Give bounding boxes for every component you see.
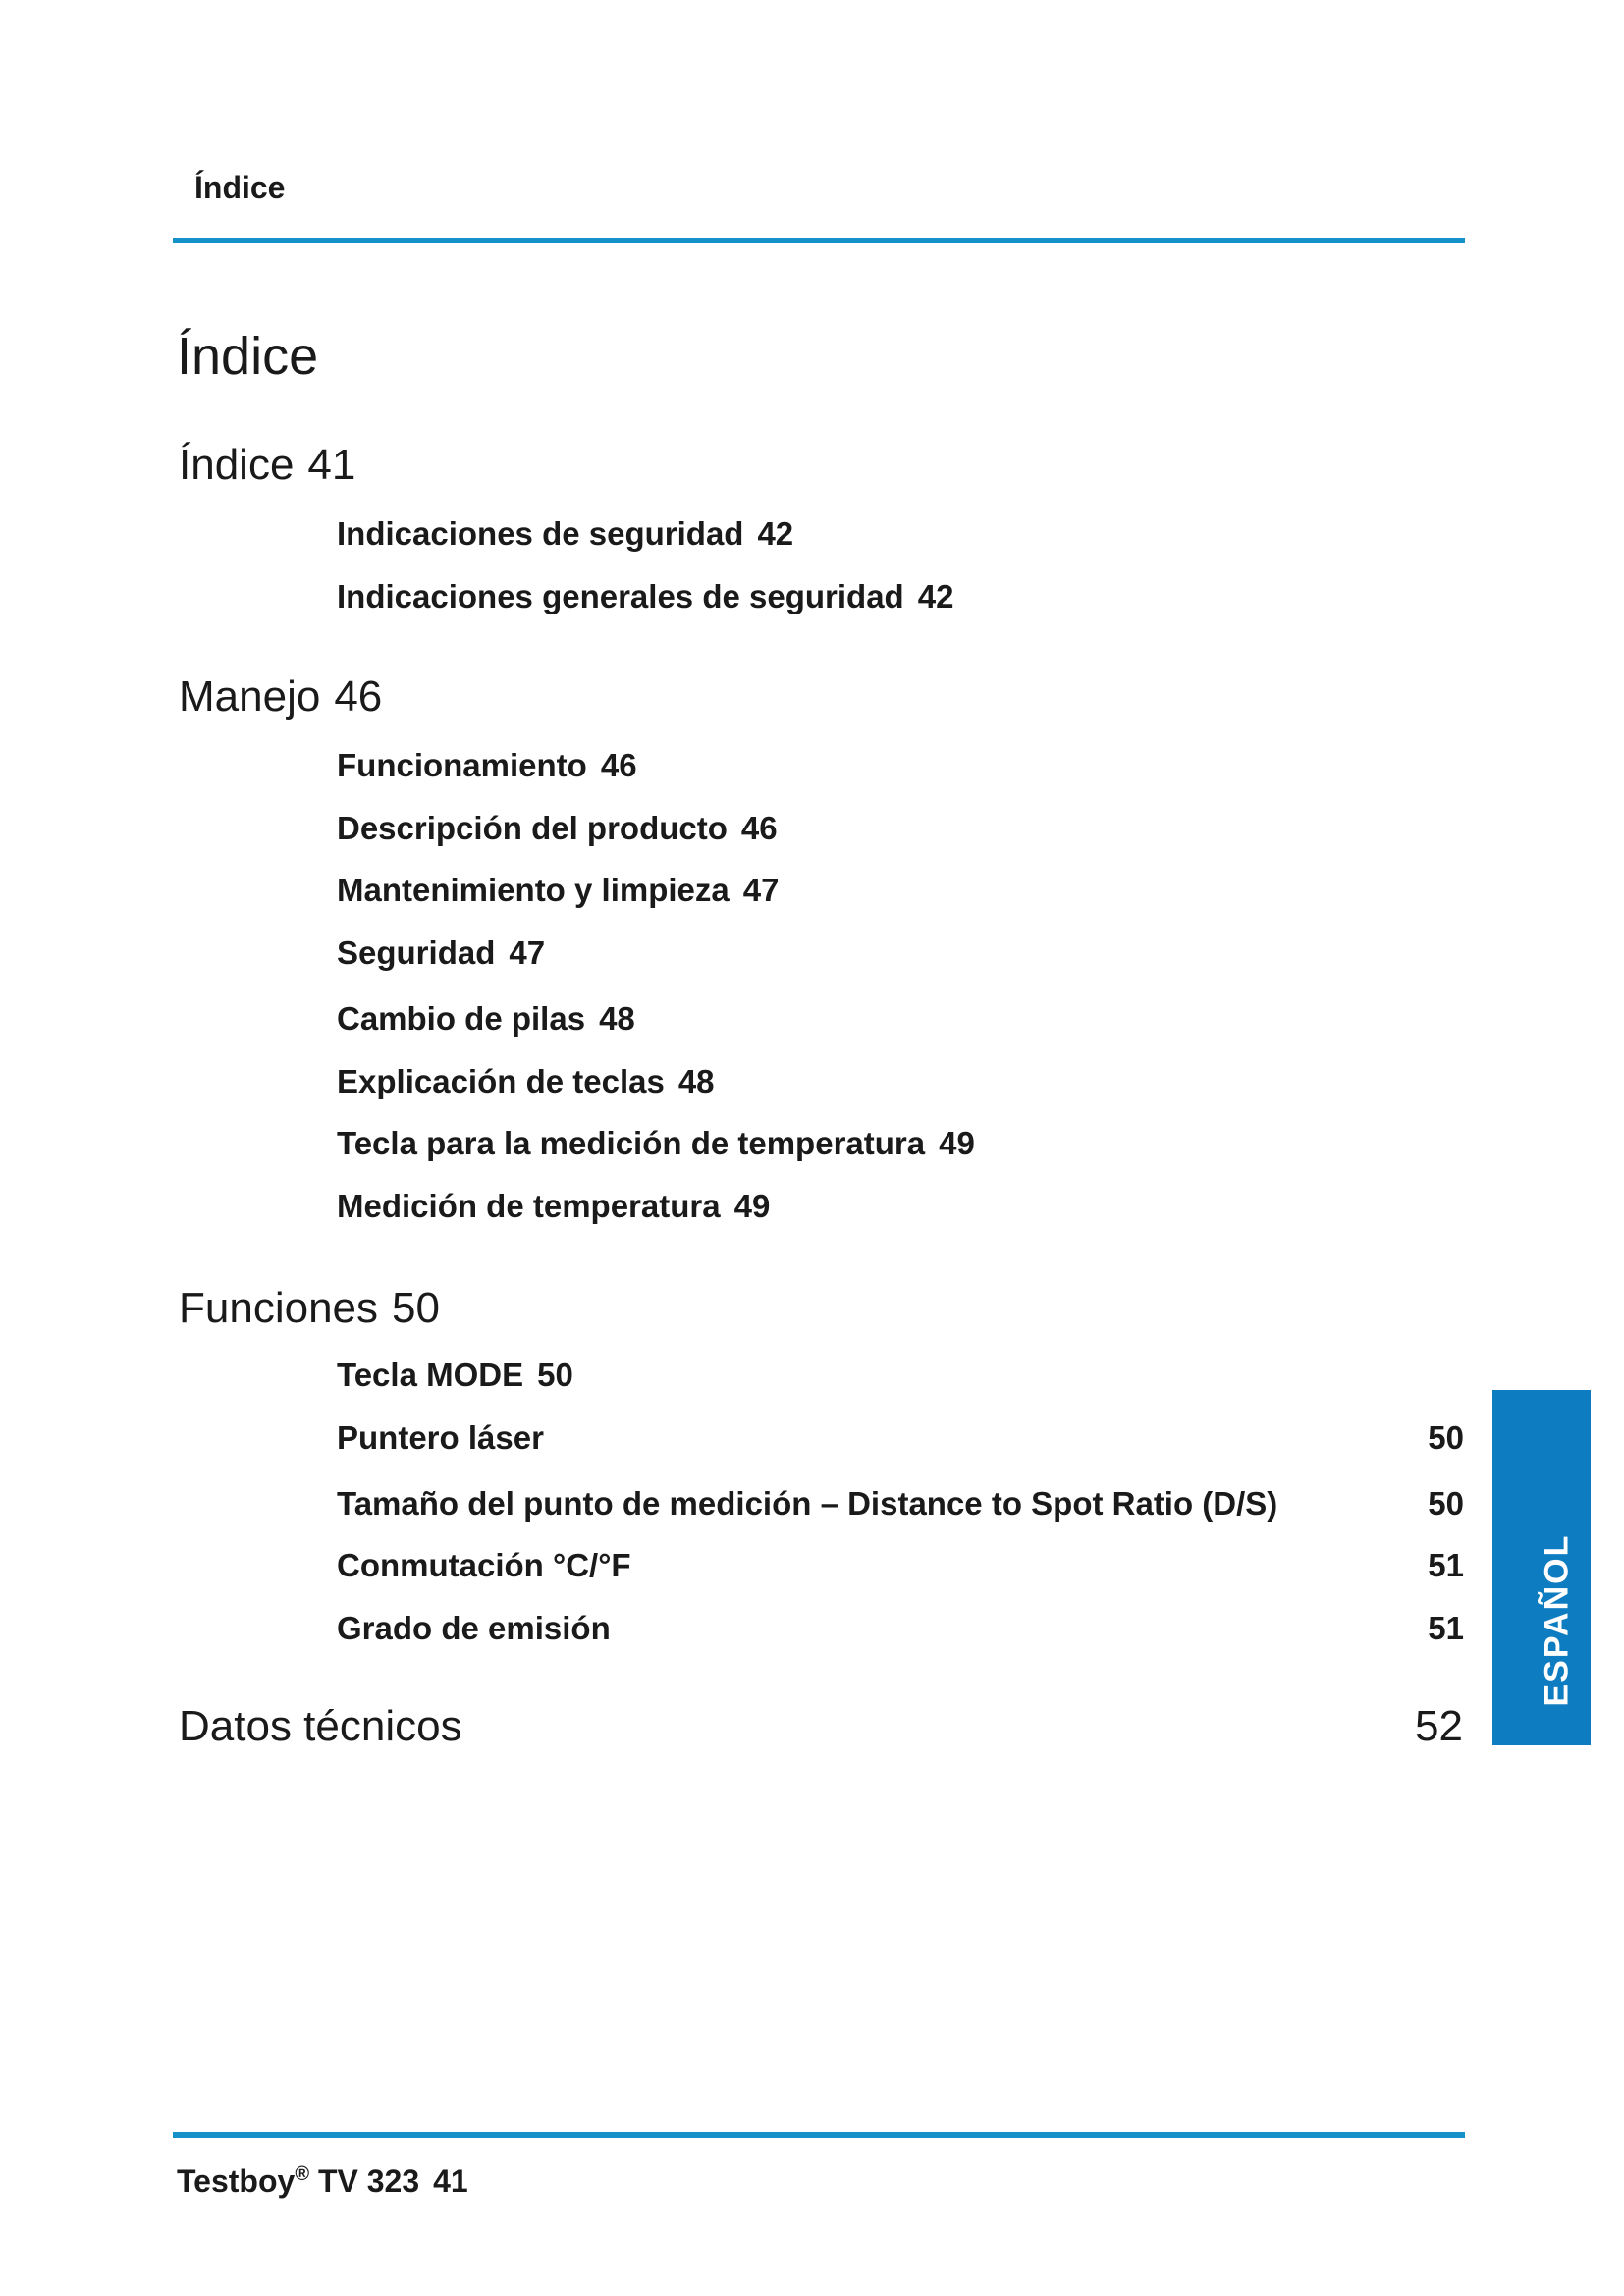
header-rule [173,238,1465,243]
toc-entry-page: 42 [757,515,794,552]
toc-entry-page: 49 [733,1188,771,1224]
footer-page-number: 41 [433,2163,468,2199]
toc-entry[interactable] [337,1190,770,1222]
toc-section-page: 50 [392,1284,440,1332]
toc-entry-page: 48 [599,1000,635,1037]
toc-entry-page: 50 [537,1357,573,1393]
toc-entry-page: 47 [509,934,546,971]
page-title: Índice [177,327,319,386]
toc-entry-page: 46 [740,810,778,846]
toc-entry-label: Funcionamiento [337,747,587,783]
toc-section-page: 46 [334,672,383,721]
toc-entry-page: 49 [939,1125,975,1161]
toc-entry[interactable] [337,1421,1464,1454]
toc-entry[interactable] [337,517,793,550]
toc-entry-page: 42 [917,578,954,614]
language-tab-label: ESPAÑOL [1538,1533,1576,1707]
toc-entry[interactable] [337,1487,1464,1520]
toc-entry[interactable] [337,580,953,613]
toc-entry-label: Indicaciones de seguridad [337,515,744,552]
toc-entry-label: Mantenimiento y limpieza [337,872,730,908]
toc-entry-page: 48 [677,1063,715,1099]
toc-entry-label: Tecla para la medición de temperatura [337,1125,926,1161]
toc-entry-page: 51 [1428,1547,1464,1583]
toc-entry[interactable] [337,936,545,969]
toc-entry[interactable] [337,1612,1464,1644]
toc-entry-label: Tecla MODE [337,1357,524,1393]
toc-entry-page: 50 [1428,1419,1464,1456]
toc-section-title: Índice [179,441,295,489]
footer-rule [173,2132,1465,2138]
footer-brand: Testboy [177,2163,296,2199]
toc-entry-label: Descripción del producto [337,810,728,846]
toc-entry[interactable] [337,1002,635,1035]
toc-entry-label: Indicaciones generales de seguridad [337,578,904,614]
toc-section-heading[interactable] [179,441,356,489]
footer [177,2164,468,2197]
toc-entry-label: Tamaño del punto de medición – Distance to Spot Ratio (D/S) [337,1485,1278,1522]
toc-section-title: Datos técnicos [179,1702,462,1750]
toc-entry-page: 50 [1428,1485,1464,1522]
toc-entry-label: Conmutación °C/°F [337,1547,631,1583]
toc-entry[interactable] [337,749,637,781]
toc-section-page: 52 [1415,1702,1463,1750]
toc-section-heading[interactable] [179,1702,1463,1750]
toc-entry-label: Puntero láser [337,1419,544,1456]
toc-section-heading[interactable] [179,672,383,721]
toc-entry-page: 47 [742,872,780,908]
toc-entry-label: Explicación de teclas [337,1063,665,1099]
language-tab [1492,1390,1591,1745]
toc-entry[interactable] [337,1127,975,1159]
toc-section-title: Funciones [179,1284,379,1332]
toc-entry[interactable] [337,1359,573,1391]
toc-section-title: Manejo [179,672,321,721]
registered-mark: ® [295,2163,310,2185]
toc-entry-label: Grado de emisión [337,1610,611,1646]
toc-entry-label: Medición de temperatura [337,1188,721,1224]
toc-entry-label: Seguridad [337,934,496,971]
toc-entry-label: Cambio de pilas [337,1000,586,1037]
running-header: Índice [194,170,286,205]
toc-entry[interactable] [337,1065,715,1097]
footer-model: TV 323 [317,2163,420,2199]
toc-entry[interactable] [337,874,779,906]
toc-entry-page: 51 [1428,1610,1464,1646]
toc-entry-page: 46 [600,747,637,783]
toc-entry[interactable] [337,812,778,844]
toc-entry[interactable] [337,1549,1464,1581]
toc-section-page: 41 [307,441,356,489]
toc-section-heading[interactable] [179,1284,440,1332]
